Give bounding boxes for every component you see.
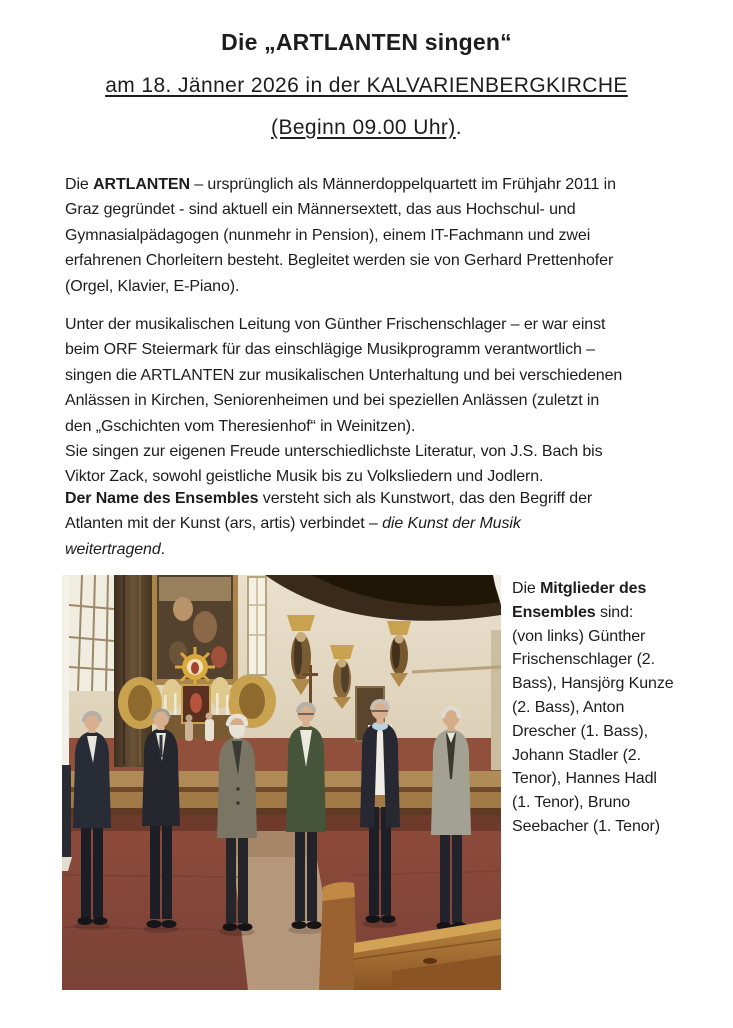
- subtitle-date-text: am 18. Jänner 2026 in der KALVARIENBERGKIRCHE: [105, 74, 628, 97]
- text-run: weitertragend: [65, 540, 161, 558]
- text-run: (1. Tenor), Bruno: [512, 794, 631, 812]
- altar-sunburst: [175, 647, 215, 687]
- text-run: Tenor), Hannes Hadl: [512, 770, 657, 788]
- page-subtitle-date: [0, 74, 733, 98]
- paragraph-name: [65, 486, 685, 562]
- page-title: Die „ARTLANTEN singen“: [221, 29, 512, 55]
- text-run: Die: [512, 580, 541, 597]
- text-run: sind:: [595, 603, 634, 621]
- text-run: Ensembles: [512, 603, 596, 621]
- paragraph-intro: [65, 172, 685, 299]
- text-run: Der Name des Ensembles: [65, 490, 259, 507]
- text-run: erfahrenen Chorleitern besteht. Begleitet werden sie von Gerhard Prettenhofer: [65, 252, 614, 270]
- text-run: ARTLANTEN: [93, 176, 190, 193]
- text-run: (2. Bass), Anton: [512, 698, 625, 716]
- text-run: Seebacher (1. Tenor): [512, 817, 661, 835]
- church-column: [114, 575, 152, 767]
- text-run: die Kunst der Musik: [382, 515, 521, 533]
- partial-figure-left: [62, 765, 72, 871]
- text-run: Johann Stadler (2.: [512, 746, 641, 764]
- text-run: den „Gschichten vom Theresienhof“ in Weinitzen).: [65, 417, 416, 435]
- text-run: Drescher (1. Bass),: [512, 722, 648, 740]
- text-run: Mitglieder des: [540, 580, 647, 597]
- text-run: Atlanten mit der Kunst (ars, artis) verbindet –: [65, 515, 383, 533]
- choir-photo: [62, 575, 501, 990]
- text-run: beim ORF Steiermark für das einschlägige Musikprogramm verantwortlich –: [65, 341, 595, 359]
- text-run: Sie singen zur eigenen Freude unterschiedlichste Literatur, von J.S. Bach bis: [65, 443, 603, 461]
- text-run: Bass), Hansjörg Kunze: [512, 675, 674, 693]
- text-run: Graz gegründet - sind aktuell ein Männersextett, das aus Hochschul- und: [65, 201, 576, 219]
- text-run: Frischenschlager (2.: [512, 651, 655, 669]
- subtitle-time-period: .: [455, 116, 462, 139]
- subtitle-time-text: (Beginn 09.00 Uhr): [271, 116, 456, 139]
- text-run: Anlässen in Kirchen, Seniorenheimen und bei speziellen Anlässen (zuletzt in: [65, 392, 600, 410]
- church-window-center: [248, 577, 266, 675]
- text-run: .: [160, 540, 166, 558]
- text-run: singen die ARTLANTEN zur musikalischen Unterhaltung und bei verschiedenen: [65, 366, 623, 384]
- text-run: Die: [65, 176, 94, 193]
- paragraph-leitung: [65, 312, 685, 490]
- church-window-left: [69, 575, 114, 691]
- page-subtitle-time: [0, 116, 733, 140]
- text-run: Viktor Zack, sowohl geistliche Musik bis zu Volksliedern und Jodlern.: [65, 468, 544, 486]
- text-run: (von links) Günther: [512, 627, 646, 645]
- text-run: Gymnasialpädagogen (nunmehr in Pension), einem IT-Fachmann und zwei: [65, 226, 591, 244]
- text-run: versteht sich als Kunstwort, das den Begriff der: [258, 490, 593, 507]
- photo-caption: [512, 577, 717, 839]
- text-run: – ursprünglich als Männerdoppelquartett im Frühjahr 2011 in: [189, 176, 616, 193]
- text-run: (Orgel, Klavier, E-Piano).: [65, 277, 240, 295]
- text-run: Unter der musikalischen Leitung von Günther Frischenschlager – er war einst: [65, 316, 606, 333]
